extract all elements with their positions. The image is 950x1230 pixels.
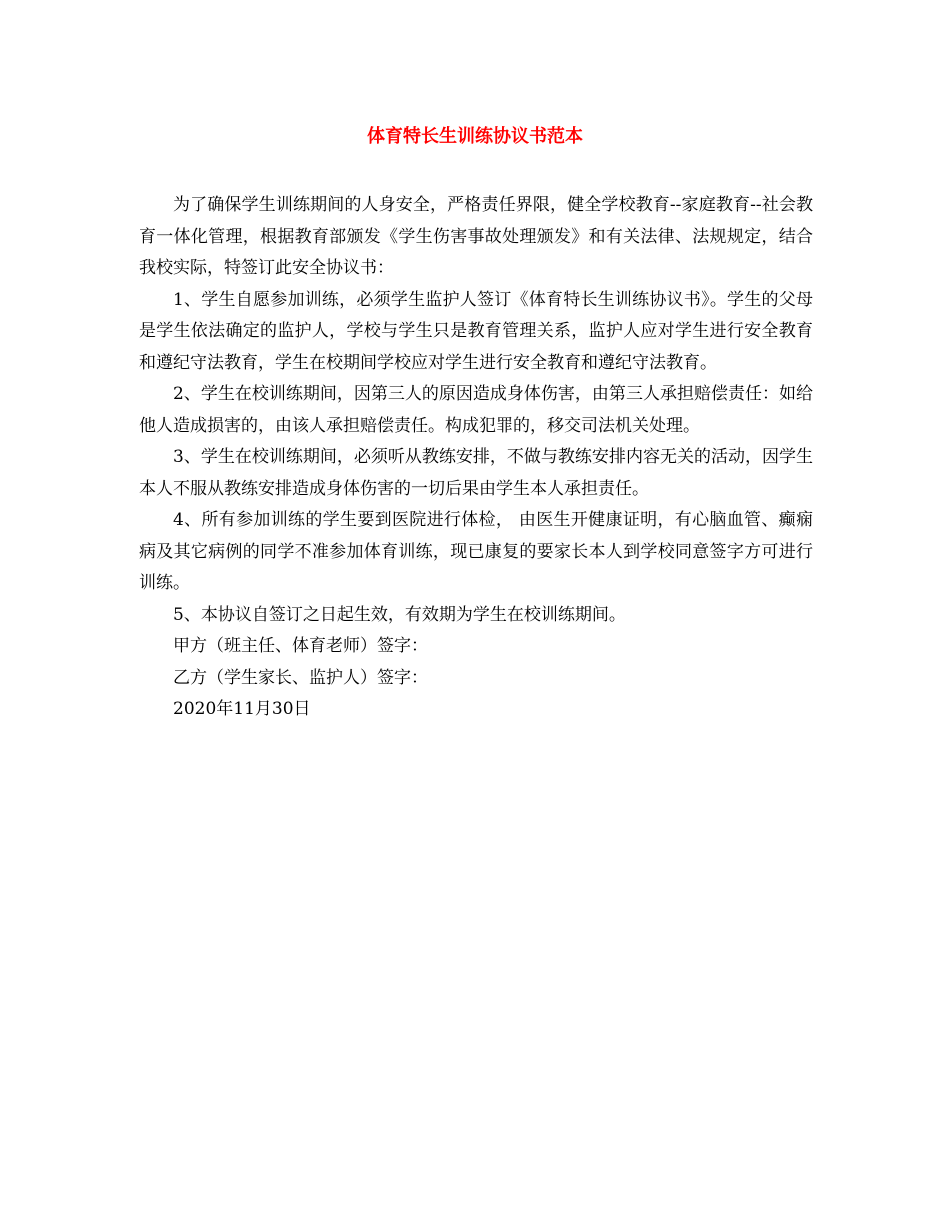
document-date: 2020年11月30日 <box>173 699 311 719</box>
party-a-signature-line: 甲方（班主任、体育老师）签字： <box>173 636 428 656</box>
clause-5-paragraph: 5、本协议自签订之日起生效，有效期为学生在校训练期间。 <box>173 604 626 625</box>
intro-paragraph: 为了确保学生训练期间的人身安全，严格责任界限，健全学校教育--家庭教育--社会教育一体化管理，根据教育部颁发《学生伤害事故处理颁发》和有关法律、法规规定，结合我校实际，特签订此安全协议书： <box>139 195 813 278</box>
party-b-signature-line: 乙方（学生家长、监护人）签字： <box>173 667 428 688</box>
clause-2-paragraph: 2、学生在校训练期间，因第三人的原因造成身体伤害，由第三人承担赔偿责任：如给他人造成损害的，由该人承担赔偿责任。构成犯罪的，移交司法机关处理。 <box>139 384 813 436</box>
clause-4-paragraph: 4、所有参加训练的学生要到医院进行体检， 由医生开健康证明，有心脑血管、癫痫病及其它病例的同学不准参加体育训练，现已康复的要家长本人到学校同意签字方可进行训练。 <box>139 510 813 593</box>
document-title: 体育特长生训练协议书范本 <box>367 126 583 147</box>
document-body <box>139 190 813 726</box>
clause-1-paragraph: 1、学生自愿参加训练，必须学生监护人签订《体育特长生训练协议书》。学生的父母是学生依法确定的监护人，学校与学生只是教育管理关系，监护人应对学生进行安全教育和遵纪守法教育，学生在校期间学校应对学生进行安全教育和遵纪守法教育。 <box>139 289 813 373</box>
clause-3-paragraph: 3、学生在校训练期间，必须听从教练安排，不做与教练安排内容无关的活动，因学生本人不服从教练安排造成身体伤害的一切后果由学生本人承担责任。 <box>139 447 813 499</box>
